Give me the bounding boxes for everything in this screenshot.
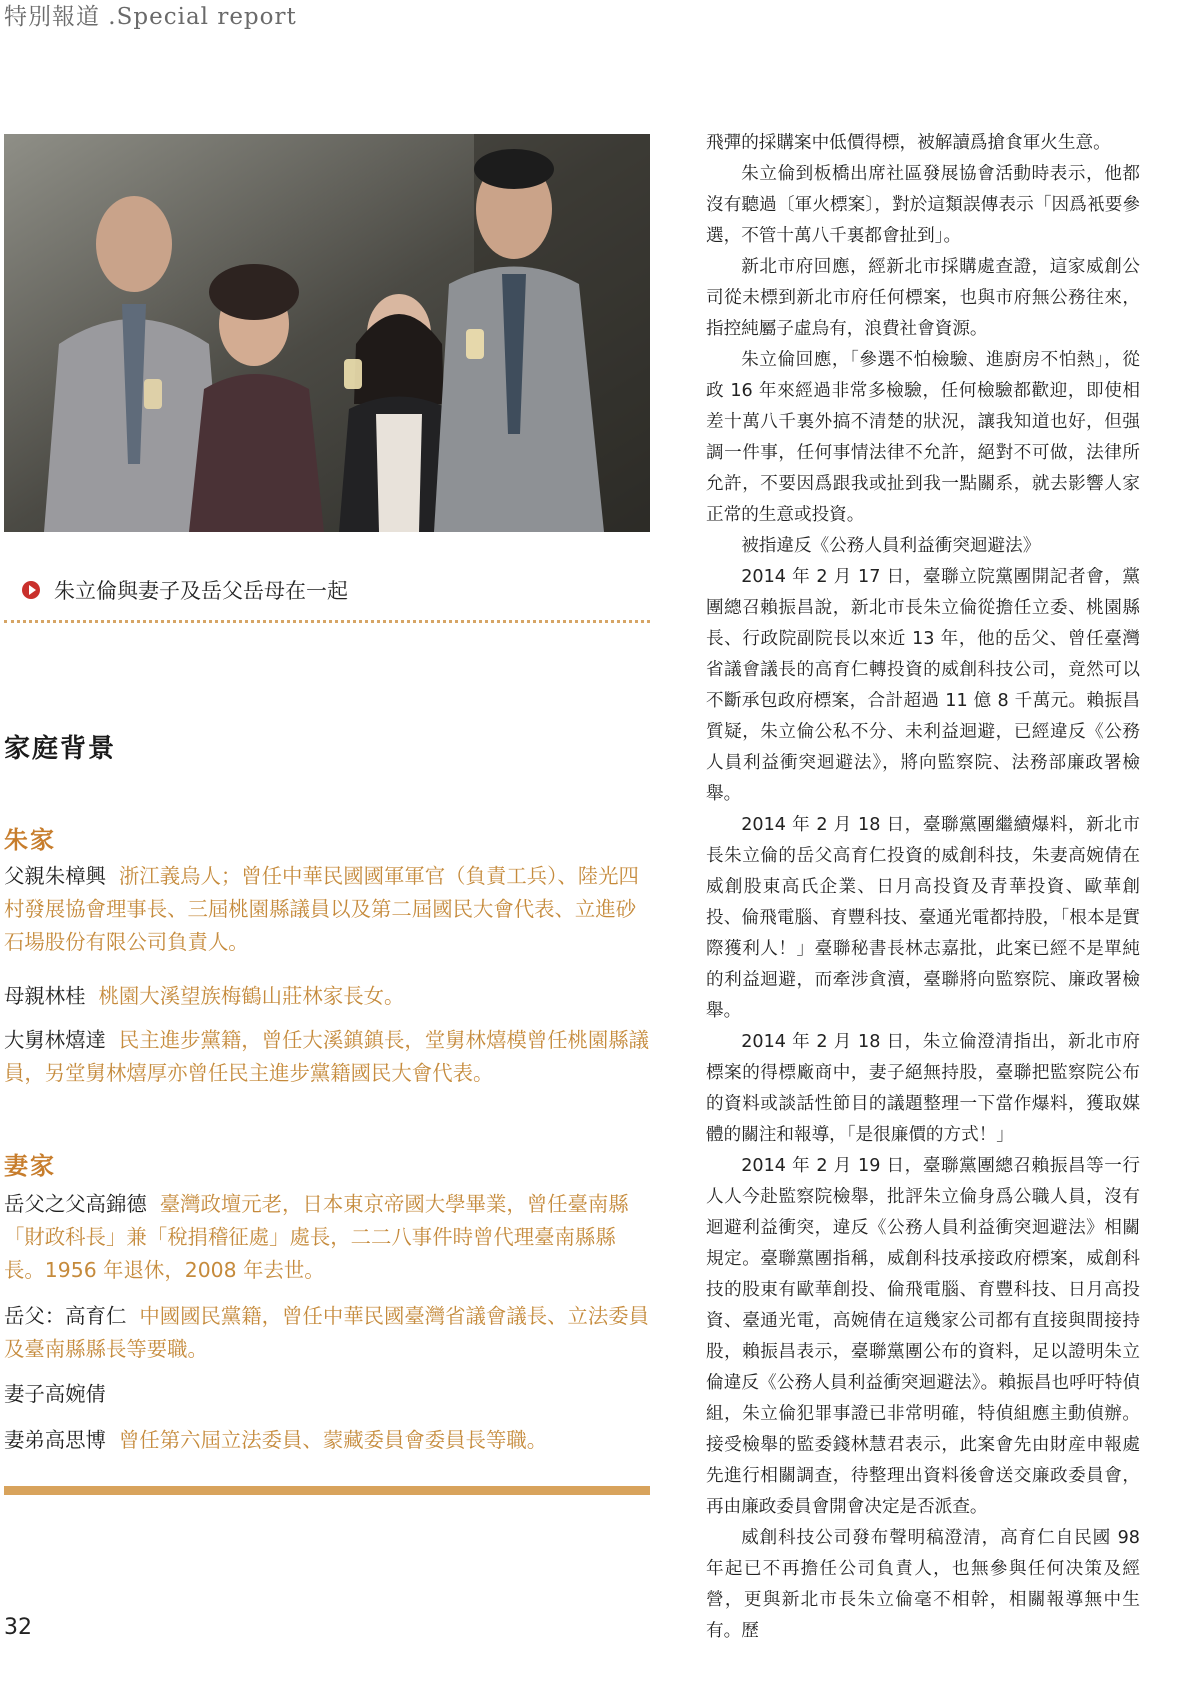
article-paragraph: 朱立倫回應，「參選不怕檢驗、進廚房不怕熱」，從政 16 年來經過非常多檢驗，任何檢驗都歡迎，即使相差十萬八千裏外搞不清楚的狀況，讓我知道也好，但强調一件事，任何事情法律不允許，絕對不可做，法律所允許，不要因爲跟我或扯到我一點關系，就去影響人家正常的生意或投資。 (706, 350, 1140, 525)
family-entry (4, 1378, 650, 1411)
entry-person: 母親林桂 (4, 984, 86, 1008)
entry-person: 岳父：高育仁 (4, 1304, 127, 1328)
entry-description: 臺灣政壇元老，日本東京帝國大學畢業，曾任臺南縣「財政科長」兼「稅捐稽征處」處長，二二八事件時曾代理臺南縣縣長。1956 年退休，2008 年去世。 (4, 1192, 629, 1282)
family-entry (4, 980, 650, 1013)
entry-description: 中國國民黨籍，曾任中華民國臺灣省議會議長、立法委員及臺南縣縣長等要職。 (4, 1304, 650, 1361)
article-paragraph: 威創科技公司發布聲明稿澄清，高育仁自民國 98 年起已不再擔任公司負責人，也無參與任何决策及經營，更與新北市長朱立倫毫不相幹，相關報導無中生有。歷 (706, 1528, 1140, 1641)
family-entry (4, 1024, 650, 1090)
entry-description: 曾任第六屆立法委員、蒙藏委員會委員長等職。 (118, 1428, 548, 1452)
entry-person: 大舅林熺達 (4, 1028, 106, 1052)
article-paragraph: 2014 年 2 月 18 日，朱立倫澄清指出，新北市府標案的得標廠商中，妻子絕無持股，臺聯把監察院公布的資料或談話性節目的議題整理一下當作爆料，獲取媒體的關注和報導，「是很廉價的方式！」 (706, 1032, 1140, 1145)
entry-person: 岳父之父高錦德 (4, 1192, 147, 1216)
page-number: 32 (4, 1615, 32, 1640)
dotted-divider (4, 620, 650, 623)
thick-divider (4, 1486, 650, 1495)
family-entry (4, 1188, 650, 1287)
article-subheading: 被指違反《公務人員利益衝突迴避法》 (741, 536, 1041, 556)
article-paragraph: 2014 年 2 月 17 日，臺聯立院黨團開記者會，黨團總召賴振昌說，新北市長朱立倫從擔任立委、桃園縣長、行政院副院長以來近 13 年，他的岳父、曾任臺灣省議會議長的高育仁轉投資的威創科技公司，竟然可以不斷承包政府標案，合計超過 11 億 8 千萬元。賴振昌質疑，朱立倫公私不分、未利益迴避，已經違反《公務人員利益衝突迴避法》，將向監察院、法務部廉政署檢舉。 (706, 567, 1140, 804)
zhu-family-title: 朱家 (4, 826, 56, 854)
photo-caption (22, 573, 642, 607)
article-paragraph: 新北市府回應，經新北市採購處查證，這家威創公司從未標到新北市府任何標案，也與市府無公務往來，指控純屬子虛烏有，浪費社會資源。 (706, 257, 1140, 339)
family-entry (4, 1300, 650, 1366)
family-entry (4, 860, 650, 959)
section-title: 家庭背景 (4, 734, 117, 764)
entry-person: 父親朱樟興 (4, 864, 106, 888)
play-bullet-icon (22, 581, 40, 599)
article-paragraph: 2014 年 2 月 18 日，臺聯黨團繼續爆料，新北市長朱立倫的岳父高育仁投資的威創科技，朱妻高婉倩在威創股東高氏企業、日月高投資及青華投資、歐華創投、倫飛電腦、育豐科技、臺通光電都持股，「根本是實際獲利人！」臺聯秘書長林志嘉批，此案已經不是單純的利益迴避，而牽涉貪瀆，臺聯將向監察院、廉政署檢舉。 (706, 815, 1140, 1021)
article-body (706, 128, 1140, 1647)
article-paragraph: 飛彈的採購案中低價得標，被解讀爲搶食軍火生意。 (706, 133, 1111, 153)
entry-description: 浙江義烏人；曾任中華民國國軍軍官（負責工兵）、陸光四村發展協會理事長、三屆桃園縣議員以及第二屆國民大會代表、立進砂石場股份有限公司負責人。 (4, 864, 639, 954)
family-entry (4, 1424, 650, 1457)
entry-description: 桃園大溪望族梅鶴山莊林家長女。 (98, 984, 405, 1008)
entry-person: 妻子高婉倩 (4, 1382, 106, 1406)
running-head: 特別報道 .Special report (4, 4, 297, 30)
article-paragraph: 2014 年 2 月 19 日，臺聯黨團總召賴振昌等一行人人今赴監察院檢舉，批評朱立倫身爲公職人員，沒有迴避利益衝突，違反《公務人員利益衝突迴避法》相關規定。臺聯黨團指稱，威創科技承接政府標案，威創科技的股東有歐華創投、倫飛電腦、育豐科技、日月高投資、臺通光電，高婉倩在這幾家公司都有直接與間接持股，賴振昌表示，臺聯黨團公布的資料，足以證明朱立倫違反《公務人員利益衝突迴避法》。賴振昌也呼吁特偵組，朱立倫犯罪事證已非常明確，特偵組應主動偵辦。接受檢舉的監委錢林慧君表示，此案會先由財産申報處先進行相關調查，待整理出資料後會送交廉政委員會，再由廉政委員會開會决定是否派查。 (706, 1156, 1140, 1517)
entry-description: 民主進步黨籍，曾任大溪鎮鎮長，堂舅林熺模曾任桃園縣議員，另堂舅林熺厚亦曾任民主進步黨籍國民大會代表。 (4, 1028, 650, 1085)
wife-family-title: 妻家 (4, 1152, 56, 1180)
article-paragraph: 朱立倫到板橋出席社區發展協會活動時表示，他都沒有聽過〔軍火標案〕，對於這類誤傳表示「因爲衹要參選，不管十萬八千裏都會扯到」。 (706, 164, 1140, 246)
entry-person: 妻弟高思博 (4, 1428, 106, 1452)
caption-text: 朱立倫與妻子及岳父岳母在一起 (54, 579, 348, 603)
family-photo (4, 134, 650, 532)
